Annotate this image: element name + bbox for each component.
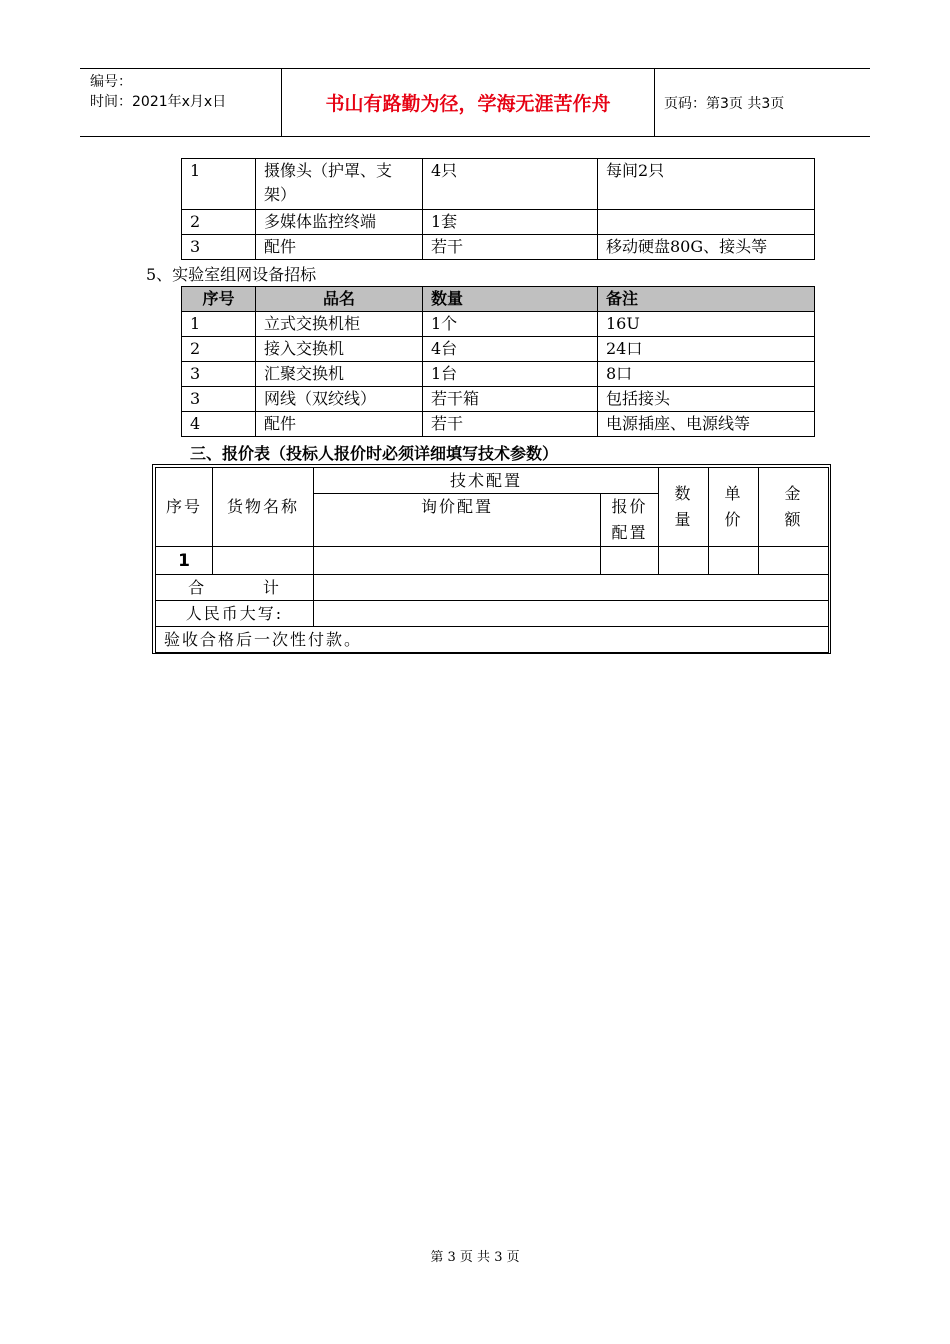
rmb-label: 人民币大写: [156, 601, 314, 627]
table-row [182, 210, 815, 235]
cell-qty: 若干 [423, 235, 598, 260]
quote-header-row [156, 468, 829, 494]
table-row [156, 547, 829, 575]
serial-number-label: 编号： [90, 74, 132, 90]
cell-no: 1 [156, 547, 213, 575]
header-unit-text: 单价 [724, 484, 743, 529]
header-qty-text: 数量 [674, 484, 693, 529]
cell-qty: 1个 [423, 312, 598, 337]
header-qty: 数量 [423, 287, 598, 312]
header-amount [759, 468, 829, 547]
quote-table [155, 467, 829, 653]
table-row [182, 235, 815, 260]
cell-name: 汇聚交换机 [256, 362, 423, 387]
cell-no: 2 [182, 210, 256, 235]
table-row [182, 387, 815, 412]
cell-name: 立式交换机柜 [256, 312, 423, 337]
cell-no: 4 [182, 412, 256, 437]
cell-no: 3 [182, 362, 256, 387]
header-note: 备注 [598, 287, 815, 312]
cell-no: 2 [182, 337, 256, 362]
cell-note: 移动硬盘80G、接头等 [598, 235, 815, 260]
cell-qty: 若干 [423, 412, 598, 437]
header-amount-text: 金额 [784, 484, 803, 529]
page-header [80, 68, 870, 137]
cell-no: 3 [182, 387, 256, 412]
page-footer: 第 3 页 共 3 页 [430, 1250, 520, 1265]
header-meta [80, 69, 280, 139]
cell-qty: 1套 [423, 210, 598, 235]
cell-name: 配件 [256, 235, 423, 260]
total-value [314, 575, 829, 601]
cell-no: 1 [182, 312, 256, 337]
total-row [156, 575, 829, 601]
motto-text: 书山有路勤为径，学海无涯苦作舟 [325, 93, 611, 115]
payment-row [156, 627, 829, 653]
cell-note: 8口 [598, 362, 815, 387]
quote-table-frame [152, 464, 831, 654]
cell-inquiry [314, 547, 601, 575]
cell-quote [601, 547, 659, 575]
cell-note: 包括接头 [598, 387, 815, 412]
table-row [182, 159, 815, 210]
section-5-title: 5、实验室组网设备招标 [146, 265, 317, 284]
header-name: 品名 [256, 287, 423, 312]
cell-name: 网线（双绞线） [256, 387, 423, 412]
date-label: 时间：2021年x月x日 [90, 94, 227, 110]
cell-unit [709, 547, 759, 575]
cell-no: 3 [182, 235, 256, 260]
cell-qty: 1台 [423, 362, 598, 387]
header-quote-text: 报价配置 [611, 497, 648, 542]
payment-note: 验收合格后一次性付款。 [156, 627, 829, 653]
table-row [182, 337, 815, 362]
cell-qty [659, 547, 709, 575]
cell-note [598, 210, 815, 235]
cell-qty: 4只 [423, 159, 598, 210]
table-header-row [182, 287, 815, 312]
cell-note: 24口 [598, 337, 815, 362]
header-no: 序号 [182, 287, 256, 312]
network-equipment-table [181, 286, 815, 437]
cell-name: 配件 [256, 412, 423, 437]
cell-name: 多媒体监控终端 [256, 210, 423, 235]
surveillance-equipment-table [181, 158, 815, 260]
rmb-row [156, 601, 829, 627]
header-motto [281, 69, 655, 136]
table-row [182, 412, 815, 437]
quote-section-title: 三、报价表（投标人报价时必须详细填写技术参数） [190, 444, 559, 463]
cell-note: 电源插座、电源线等 [598, 412, 815, 437]
cell-note: 16U [598, 312, 815, 337]
cell-amount [759, 547, 829, 575]
cell-note: 每间2只 [598, 159, 815, 210]
rmb-value [314, 601, 829, 627]
header-quote-config [601, 494, 659, 547]
total-label: 合 计 [156, 575, 314, 601]
cell-goods [213, 547, 314, 575]
cell-name: 接入交换机 [256, 337, 423, 362]
header-inquiry-config: 询价配置 [314, 494, 601, 547]
header-page-info: 页码：第3页 共3页 [664, 95, 785, 112]
header-qty [659, 468, 709, 547]
cell-qty: 4台 [423, 337, 598, 362]
table-row [182, 312, 815, 337]
cell-qty: 若干箱 [423, 387, 598, 412]
cell-name: 摄像头（护罩、支架） [256, 159, 423, 210]
table-row [182, 362, 815, 387]
cell-no: 1 [182, 159, 256, 210]
header-no: 序号 [156, 468, 213, 547]
header-unit-price [709, 468, 759, 547]
header-goods: 货物名称 [213, 468, 314, 547]
header-tech-config: 技术配置 [314, 468, 659, 494]
